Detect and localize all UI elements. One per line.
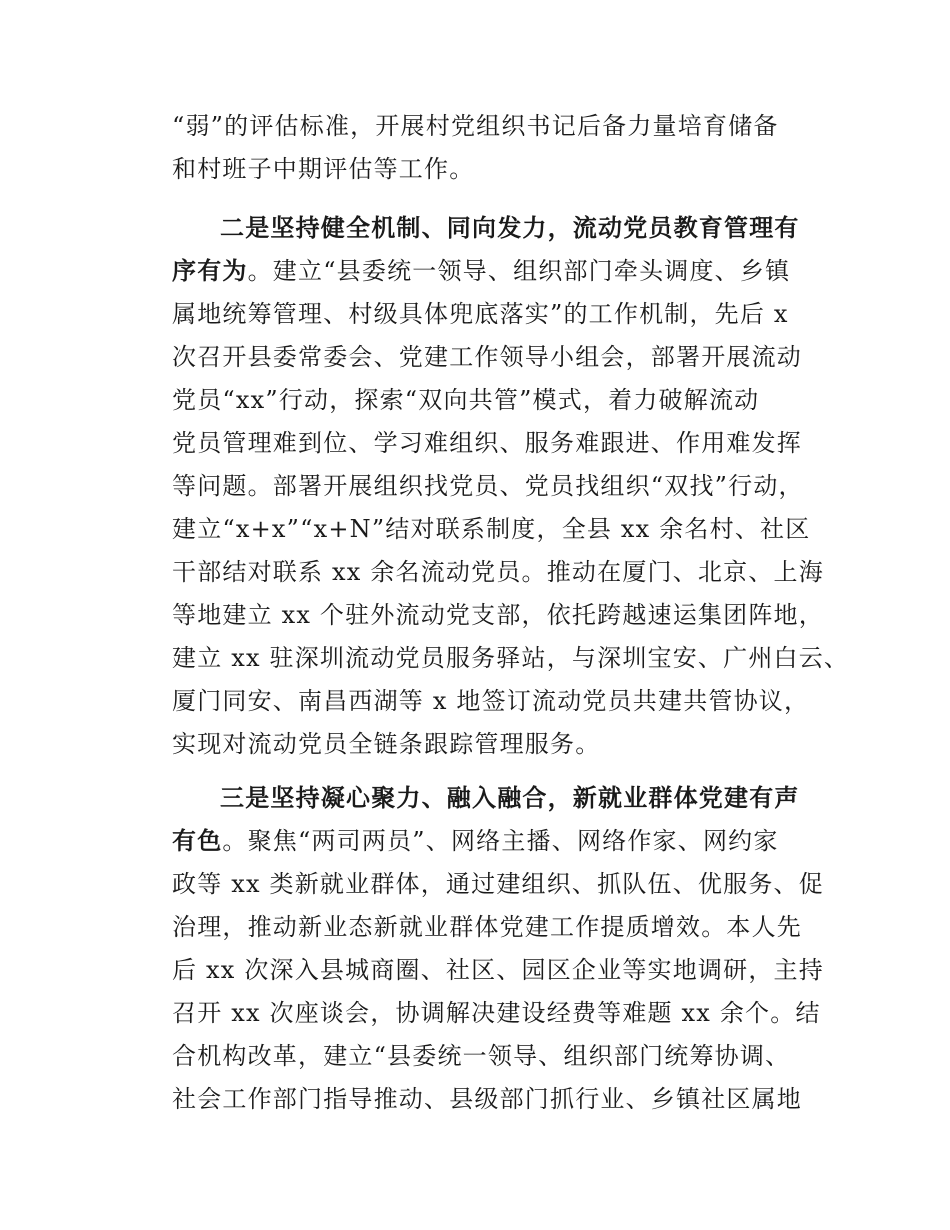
paragraph-line: 干部结对联系 xx 余名流动党员。推动在厦门、北京、上海 bbox=[172, 558, 824, 586]
paragraph-heading-continuation bbox=[172, 250, 812, 293]
paragraph-line: 属地统筹管理、村级具体兜底落实”的工作机制，先后 x bbox=[172, 300, 789, 328]
paragraph-line: 次召开县委常委会、党建工作领导小组会，部署开展流动 bbox=[172, 343, 802, 371]
paragraph-line: 政等 xx 类新就业群体，通过建组织、抓队伍、优服务、促 bbox=[172, 870, 824, 898]
paragraph-line: 党员管理难到位、学习难组织、服务难跟进、作用难发挥 bbox=[172, 429, 802, 457]
paragraph-line: 社会工作部门指导推动、县级部门抓行业、乡镇社区属地 bbox=[172, 1085, 802, 1113]
paragraph-line: 合机构改革，建立“县委统一领导、组织部门统筹协调、 bbox=[172, 1042, 791, 1070]
paragraph-line: 实现对流动党员全链条跟踪管理服务。 bbox=[172, 730, 601, 758]
paragraph-line: 建立“x+x”“x+N”结对联系制度，全县 xx 余名村、社区 bbox=[172, 515, 811, 543]
first-line-rest: 。聚焦“两司两员”、网络主播、网络作家、网约家 bbox=[222, 827, 779, 855]
paragraph-line: 治理，推动新业态新就业群体党建工作提质增效。本人先 bbox=[172, 913, 802, 941]
paragraph-heading-continuation bbox=[172, 820, 812, 863]
paragraph-heading: 三是坚持凝心聚力、融入融合，新就业群体党建有声 bbox=[220, 784, 800, 812]
first-line-rest: 。建立“县委统一领导、组织部门牵头调度、乡镇 bbox=[247, 257, 791, 285]
paragraph-line: 召开 xx 次座谈会，协调解决建设经费等难题 xx 余个。结 bbox=[172, 999, 821, 1027]
paragraph-line: 等问题。部署开展组织找党员、党员找组织“双找”行动， bbox=[172, 472, 804, 500]
paragraph-line: 等地建立 xx 个驻外流动党支部，依托跨越速运集团阵地， bbox=[172, 601, 824, 629]
paragraph-line: 和村班子中期评估等工作。 bbox=[172, 155, 475, 183]
paragraph-2 bbox=[172, 207, 850, 766]
paragraph-line: 厦门同安、南昌西湖等 x 地签订流动党员共建共管协议， bbox=[172, 687, 810, 715]
paragraph-3 bbox=[172, 777, 824, 1121]
paragraph-heading: 二是坚持健全机制、同向发力，流动党员教育管理有 bbox=[220, 214, 800, 242]
paragraph-line: 党员“xx”行动，探索“双向共管”模式，着力破解流动 bbox=[172, 386, 760, 414]
heading-tail: 有色 bbox=[172, 827, 223, 855]
paragraph-line: 建立 xx 驻深圳流动党员服务驿站，与深圳宝安、广州白云、 bbox=[172, 644, 850, 672]
paragraph-line: “弱”的评估标准，开展村党组织书记后备力量培育储备 bbox=[172, 112, 779, 140]
paragraph-1 bbox=[172, 105, 812, 191]
heading-tail: 序有为 bbox=[172, 257, 248, 285]
paragraph-line: 后 xx 次深入县城商圈、社区、园区企业等实地调研，主持 bbox=[172, 956, 824, 984]
